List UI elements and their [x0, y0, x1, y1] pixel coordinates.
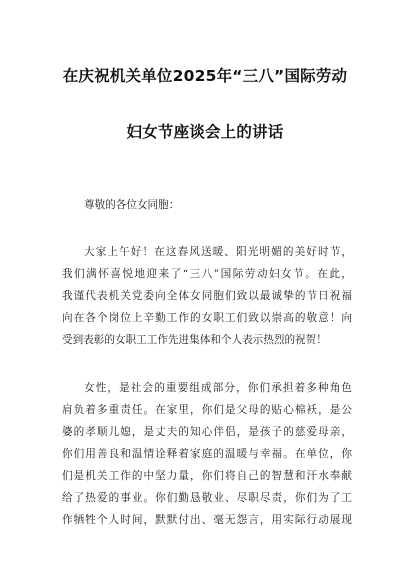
paragraph-2-line: 作牺牲个人时间，默默付出、毫无怨言，用实际行动展现 — [62, 514, 352, 526]
paragraph-2-line: 婆的孝顺儿媳，是丈夫的知心伴侣，是孩子的慈爱母亲， — [62, 426, 352, 438]
paragraph-1-line: 受到表彰的女职工工作先进集体和个人表示热烈的祝贺！ — [62, 334, 327, 346]
document-title-line-2: 妇女节座谈会上的讲话 — [126, 123, 284, 141]
paragraph-2-line: 女性，是社会的重要组成部分，你们承担着多种角色 — [84, 382, 352, 394]
paragraph-2-line: 给了热爱的事业。你们勤恳敬业、尽职尽责，你们为了工 — [62, 492, 352, 504]
paragraph-1-line: 我谨代表机关党委向全体女同胞们致以最诚挚的节日祝福 — [62, 290, 352, 302]
paragraph-2-line: 们是机关工作的中坚力量，你们将自己的智慧和汗水奉献 — [62, 470, 352, 482]
paragraph-1-line: 大家上午好！在这春风送暖、阳光明媚的美好时节， — [84, 246, 352, 258]
document-title-line-1: 在庆祝机关单位2025年“三八”国际劳动 — [62, 67, 348, 85]
paragraph-2-line: 你们用善良和温情诠释着家庭的温暖与幸福。在单位，你 — [62, 448, 352, 460]
paragraph-1-line: 我们满怀喜悦地迎来了“三八”国际劳动妇女节。在此， — [62, 268, 352, 280]
paragraph-2-line: 肩负着多重责任。在家里，你们是父母的贴心棉袄，是公 — [62, 404, 352, 416]
paragraph-1-line: 向在各个岗位上辛勤工作的女职工们致以崇高的敬意！向 — [62, 312, 352, 324]
salutation: 尊敬的各位女同胞： — [84, 199, 180, 211]
